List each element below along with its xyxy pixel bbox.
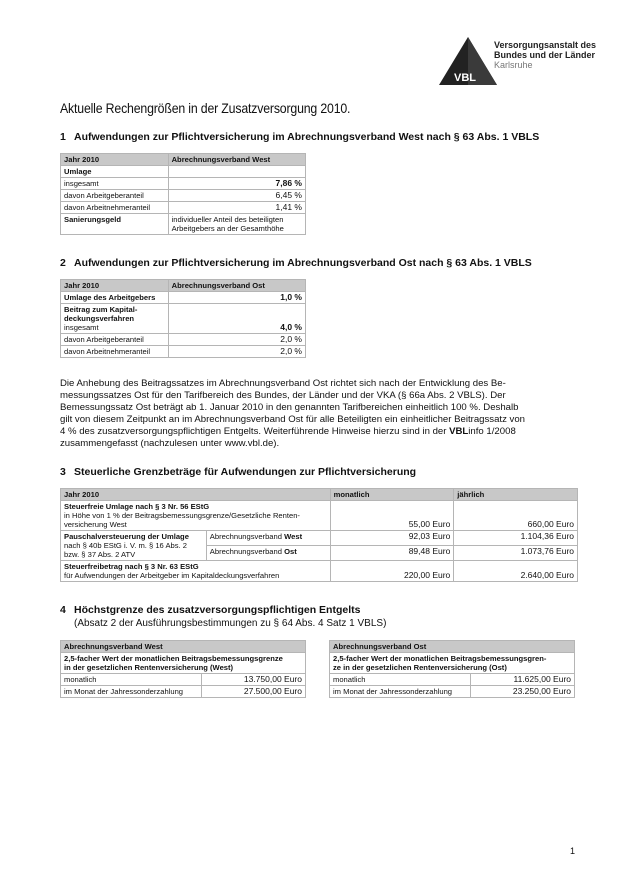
table-row (61, 686, 306, 698)
table-row (330, 674, 575, 686)
row3-yearly: 2.640,00 Euro (454, 561, 578, 582)
row2-ost-monthly: 89,48 Euro (330, 546, 454, 561)
section-3-heading (60, 466, 416, 478)
row-an-label: davon Arbeitnehmeranteil (61, 346, 169, 358)
section-2-number: 2 (60, 257, 66, 269)
section-2-heading (60, 257, 532, 269)
col-header-ost: Abrechnungsverband Ost (168, 280, 305, 292)
section-1-number: 1 (60, 131, 66, 143)
table-row (61, 214, 306, 235)
table-row (61, 531, 578, 546)
verband-west: West (284, 532, 303, 541)
ost-sub-line1: 2,5-facher Wert der monatlichen Beitragsbemessungsgren- (333, 654, 547, 663)
section-4-number: 4 (60, 604, 66, 616)
logo-line1: Versorgungsanstalt des (494, 40, 597, 50)
table-row (61, 166, 306, 178)
table-header-row (61, 280, 306, 292)
page-title: Aktuelle Rechengrößen in der Zusatzversorgung 2010. (60, 100, 351, 116)
ost-subheader (330, 653, 575, 674)
west-sub-line1: 2,5-facher Wert der monatlichen Beitragsbemessungsgrenze (64, 654, 283, 663)
section-3-number: 3 (60, 466, 66, 478)
row2-title: Pauschalversteuerung der Umlage (64, 532, 189, 541)
ost-jso-value: 23.250,00 Euro (471, 686, 575, 698)
row-ag-label: davon Arbeitgeberanteil (61, 190, 169, 202)
vbl-bold: VBL (449, 426, 469, 437)
empty-cell (168, 166, 305, 178)
row2-west-yearly: 1.104,36 Euro (454, 531, 578, 546)
table-header-row (330, 641, 575, 653)
row1-line2: versicherung West (64, 520, 127, 529)
row2-west-monthly: 92,03 Euro (330, 531, 454, 546)
west-sub-line2: in der gesetzlichen Rentenversicherung (West) (64, 663, 234, 672)
table-row (61, 304, 306, 334)
explanation-paragraph (60, 378, 580, 450)
ost-jso-label: im Monat der Jahressonderzahlung (330, 686, 471, 698)
west-header: Abrechnungsverband West (61, 641, 306, 653)
west-jso-value: 27.500,00 Euro (202, 686, 306, 698)
para-line: gilt von diesem Zeitpunkt an im Abrechnungsverband Ost für alle Beteiligten ein einheitlicher Beitragssatz von (60, 414, 526, 425)
col-header-year: Jahr 2010 (61, 489, 331, 501)
col-header-monthly: monatlich (330, 489, 454, 501)
row-insgesamt-value: 4,0 % (168, 304, 305, 334)
row-insgesamt-value: 7,86 % (168, 178, 305, 190)
row-beitrag-label (61, 304, 169, 334)
beitrag-insgesamt: insgesamt (64, 323, 99, 332)
table-west (60, 153, 306, 235)
row3-title: Steuerfreibetrag nach § 3 Nr. 63 EStG (64, 562, 199, 571)
section-1-title: Aufwendungen zur Pflichtversicherung im Abrechnungsverband West nach § 63 Abs. 1 VBLS (74, 131, 540, 143)
page-number: 1 (569, 846, 575, 856)
west-monthly-label: monatlich (61, 674, 202, 686)
table-header-row (61, 154, 306, 166)
row1-line1: in Höhe von 1 % der Beitragsbemessungsgrenze/Gesetzliche Renten- (64, 511, 300, 520)
col-header-year: Jahr 2010 (61, 154, 169, 166)
table-tax (60, 488, 578, 582)
verband-ost: Ost (284, 547, 297, 556)
row2-west-label (206, 531, 330, 546)
row-insgesamt-label: insgesamt (61, 178, 169, 190)
row-umlage-ag-label: Umlage des Arbeitgebers (61, 292, 169, 304)
west-monthly-value: 13.750,00 Euro (202, 674, 306, 686)
row-an-value: 1,41 % (168, 202, 305, 214)
para-line: zusammengefasst (nachzulesen unter www.vbl.de). (60, 438, 280, 449)
section-1-heading (60, 131, 539, 143)
row2-ost-label (206, 546, 330, 561)
logo-line2: Bundes und der Länder (494, 50, 596, 60)
row-an-label: davon Arbeitnehmeranteil (61, 202, 169, 214)
ost-header: Abrechnungsverband Ost (330, 641, 575, 653)
para-line (60, 426, 580, 438)
row-ag-label: davon Arbeitgeberanteil (61, 334, 169, 346)
row2-label (61, 531, 207, 561)
logo-abbr: VBL (454, 72, 476, 84)
section-4-title: Höchstgrenze des zusatzversorgungspflichtigen Entgelts (74, 604, 361, 616)
logo-text (494, 40, 596, 70)
table-row (61, 334, 306, 346)
table-row (61, 178, 306, 190)
row-umlage-label: Umlage (61, 166, 169, 178)
beitrag-line2: deckungsverfahren (64, 314, 135, 323)
col-header-yearly: jährlich (454, 489, 578, 501)
row-ag-value: 6,45 % (168, 190, 305, 202)
ost-sub-line2: ze in der gesetzlichen Rentenversicherung (Ost) (333, 663, 507, 672)
row-umlage-ag-value: 1,0 % (168, 292, 305, 304)
row2-line2: bzw. § 37 Abs. 2 ATV (64, 550, 136, 559)
col-header-year: Jahr 2010 (61, 280, 169, 292)
table-row (61, 674, 306, 686)
section-3-title: Steuerliche Grenzbeträge für Aufwendungen zur Pflichtversicherung (74, 466, 417, 478)
table-row (61, 202, 306, 214)
row2-ost-yearly: 1.073,76 Euro (454, 546, 578, 561)
table-limit-ost (329, 640, 575, 698)
row-an-value: 2,0 % (168, 346, 305, 358)
table-header-row (61, 641, 306, 653)
table-row (330, 686, 575, 698)
table-header-row (61, 489, 578, 501)
para-line: Die Anhebung des Beitragssatzes im Abrechnungsverband Ost richtet sich nach der Entwicklung des Be- (60, 378, 506, 389)
row3-line1: für Aufwendungen der Arbeitgeber im Kapitaldeckungsverfahren (64, 571, 280, 580)
west-subheader (61, 653, 306, 674)
col-header-west: Abrechnungsverband West (168, 154, 305, 166)
table-row (61, 501, 578, 531)
west-jso-label: im Monat der Jahressonderzahlung (61, 686, 202, 698)
row-sanierung-text: individueller Anteil des beteiligten Arbeitgebers an der Gesamthöhe (168, 214, 305, 235)
para-text: info 1/2008 (468, 426, 516, 437)
table-limit-west (60, 640, 306, 698)
table-row (61, 292, 306, 304)
beitrag-line1: Beitrag zum Kapital- (64, 305, 138, 314)
para-line: Bemessungssatz Ost beträgt ab 1. Januar 2010 in den genannten Tarifbereichen einheitlich 100 %. Deshalb (60, 402, 519, 413)
section-4-heading (60, 604, 360, 616)
verband-text: Abrechnungsverband (209, 547, 285, 556)
table-ost (60, 279, 306, 358)
ost-monthly-label: monatlich (330, 674, 471, 686)
row1-yearly: 660,00 Euro (454, 501, 578, 531)
row1-title: Steuerfreie Umlage nach § 3 Nr. 56 EStG (64, 502, 210, 511)
vbl-logo-mark (439, 37, 497, 87)
logo-line3: Karlsruhe (494, 60, 533, 70)
para-line: messungssatzes Ost für den Tarifbereich des Bundes, der Länder und der VKA (§ 66a Abs. 2 VBLS). Der (60, 390, 506, 401)
section-2-title: Aufwendungen zur Pflichtversicherung im Abrechnungsverband Ost nach § 63 Abs. 1 VBLS (74, 257, 532, 269)
row-sanierung-label: Sanierungsgeld (61, 214, 169, 235)
row-ag-value: 2,0 % (168, 334, 305, 346)
row3-monthly: 220,00 Euro (330, 561, 454, 582)
table-row (61, 653, 306, 674)
row1-label (61, 501, 331, 531)
para-text: 4 % des zusatzversorgungspflichtigen Entgelts. Weiterführende Hinweise hierzu sind in der (60, 426, 450, 437)
table-row (61, 190, 306, 202)
table-row (61, 346, 306, 358)
section-4-subheading: (Absatz 2 der Ausführungsbestimmungen zu § 64 Abs. 4 Satz 1 VBLS) (74, 618, 387, 629)
table-row (61, 561, 578, 582)
row3-label (61, 561, 331, 582)
ost-monthly-value: 11.625,00 Euro (471, 674, 575, 686)
verband-text: Abrechnungsverband (209, 532, 285, 541)
table-row (330, 653, 575, 674)
row2-line1: nach § 40b EStG i. V. m. § 16 Abs. 2 (64, 541, 187, 550)
row1-monthly: 55,00 Euro (330, 501, 454, 531)
